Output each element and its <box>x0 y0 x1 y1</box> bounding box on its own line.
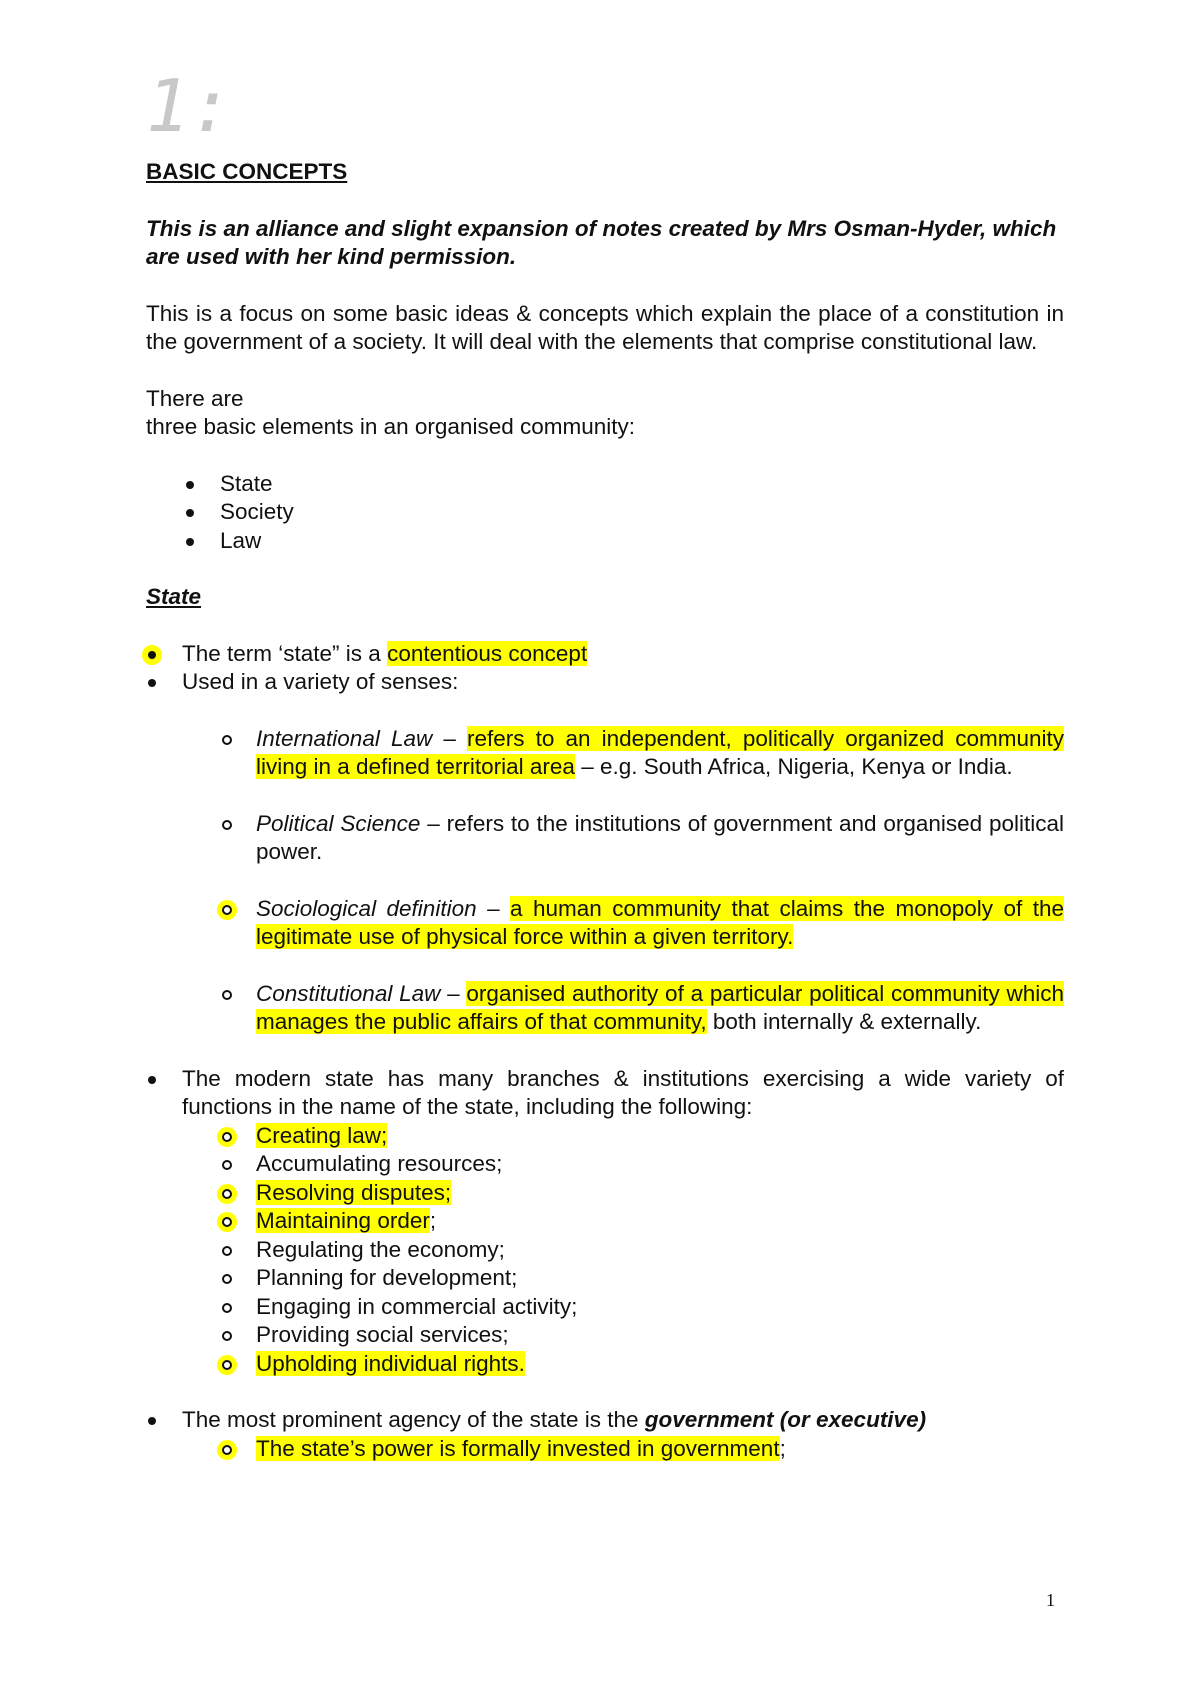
functions-list <box>146 1122 1064 1379</box>
function-item: Accumulating resources; <box>146 1150 1064 1179</box>
chapter-number: 1: <box>146 64 233 148</box>
agency-sub-item: The state’s power is formally invested in government; <box>146 1435 1064 1464</box>
circle-bullet-icon <box>222 1246 232 1256</box>
function-item: Regulating the economy; <box>146 1236 1064 1265</box>
function-item: Resolving disputes; <box>146 1179 1064 1208</box>
page-title: BASIC CONCEPTS <box>146 159 348 184</box>
circle-bullet-icon <box>222 990 232 1000</box>
list-item: Law <box>146 527 1064 556</box>
bullet-icon <box>186 481 194 489</box>
elements-intro-line1: There are <box>146 385 244 411</box>
sense-item: International Law – refers to an independent, politically organized community living in a defined territorial area – e.g. South Africa, Nigeria, Kenya or India. <box>146 725 1064 782</box>
elements-intro-line2: three basic elements in an organised community: <box>146 414 636 439</box>
circle-bullet-icon <box>222 1274 232 1284</box>
function-item: Providing social services; <box>146 1321 1064 1350</box>
function-item: Maintaining order; <box>146 1207 1064 1236</box>
bullet-icon <box>148 1417 156 1425</box>
circle-bullet-icon <box>222 1217 232 1227</box>
section-heading-state: State <box>146 584 202 609</box>
sense-item: Constitutional Law – organised authority of a particular political community which manages the public affairs of that community, both internally & externally. <box>146 980 1064 1037</box>
sense-item: Sociological definition – a human community that claims the monopoly of the legitimate use of physical force within a given territory. <box>146 895 1064 952</box>
list-item: State <box>146 470 1064 499</box>
circle-bullet-icon <box>222 1189 232 1199</box>
circle-bullet-icon <box>222 1360 232 1370</box>
list-item: Society <box>146 498 1064 527</box>
function-item: Upholding individual rights. <box>146 1350 1064 1379</box>
credit-note: This is an alliance and slight expansion of notes created by Mrs Osman-Hyder, which are used with her kind permission. <box>146 215 1057 269</box>
bullet-icon <box>186 509 194 517</box>
intro-paragraph: This is a focus on some basic ideas & concepts which explain the place of a constitution in the government of a society. It will deal with the elements that comprise constitutional law. <box>146 300 1064 354</box>
function-item: Creating law; <box>146 1122 1064 1151</box>
list-item: Used in a variety of senses: <box>146 668 1064 697</box>
senses-list <box>146 725 1064 1037</box>
page-number: 1 <box>1046 1590 1055 1610</box>
circle-bullet-icon <box>222 1132 232 1142</box>
list-item: The term ‘state” is a contentious concept <box>146 640 1064 669</box>
list-item-modern-state: The modern state has many branches & institutions exercising a wide variety of functions in the name of the state, including the following: <box>146 1065 1064 1122</box>
function-item: Engaging in commercial activity; <box>146 1293 1064 1322</box>
circle-bullet-icon <box>222 1445 232 1455</box>
circle-bullet-icon <box>222 1160 232 1170</box>
circle-bullet-icon <box>222 905 232 915</box>
elements-list <box>146 470 1064 556</box>
circle-bullet-icon <box>222 1303 232 1313</box>
list-item-agency: The most prominent agency of the state is the government (or executive) <box>146 1406 1064 1435</box>
circle-bullet-icon <box>222 820 232 830</box>
bullet-icon <box>148 651 156 659</box>
circle-bullet-icon <box>222 735 232 745</box>
bullet-icon <box>186 538 194 546</box>
sense-item: Political Science – refers to the institutions of government and organised political power. <box>146 810 1064 867</box>
function-item: Planning for development; <box>146 1264 1064 1293</box>
document-body <box>146 158 1064 1463</box>
bullet-icon <box>148 1076 156 1084</box>
circle-bullet-icon <box>222 1331 232 1341</box>
highlighted-text: contentious concept <box>387 640 588 666</box>
bullet-icon <box>148 679 156 687</box>
state-list <box>146 640 1064 697</box>
